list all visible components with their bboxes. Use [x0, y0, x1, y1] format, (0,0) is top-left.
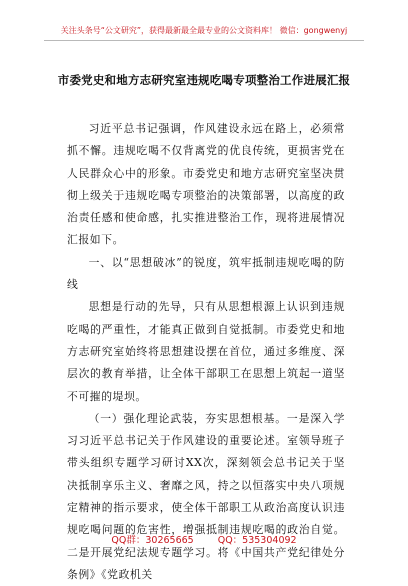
- header-banner: 关注头条号“公文研究”，获得最新最全最专业的公文资料库！ 微信：gongwenyj: [60, 26, 348, 35]
- document-title: 市委党史和地方志研究室违规吃喝专项整治工作进展汇报: [57, 73, 351, 87]
- header-divider: [44, 40, 364, 41]
- paragraph-section-heading: 一、以“思想破冰”的锐度，筑牢抵制违规吃喝的防线: [67, 255, 345, 292]
- footer-qq-number: QQ：535304092: [217, 535, 297, 546]
- paragraph-theory: （一）强化理论武装，夯实思想根基。一是深入学习习近平总书记关于作风建设的重要论述。室领导班子带头组织专题学习研讨XX次，深刻领会总书记关于坚决抵制享乐主义、奢靡之风，持之以恒落实中央八项规定精神的指示要求，使全体干部职工从政治高度认识违规吃喝问题的危害性，增强抵制违规吃喝的政治自觉。二是开展党纪法规专题学习。将《中国共产党纪律处分条例》《党政机关: [67, 411, 345, 581]
- footer-contact: [0, 535, 408, 547]
- footer-qq-group: QQ群：30265665: [111, 535, 194, 546]
- document-body: [67, 118, 345, 586]
- paragraph-intro: 习近平总书记强调，作风建设永远在路上，必须常抓不懈。违规吃喝不仅背离党的优良传统，更损害党在人民群众心中的形象。市委党史和地方志研究室坚决贯彻上级关于违规吃喝专项整治的决策部署，以高度的政治责任感和使命感，扎实推进整治工作，现将进展情况汇报如下。: [67, 122, 345, 247]
- paragraph-thought: 思想是行动的先导，只有从思想根源上认识到违规吃喝的严重性，才能真正做到自觉抵制。市委党史和地方志研究室始终将思想建设摆在首位，通过多维度、深层次的教育举措，让全体干部职工在思想上筑起一道坚不可摧的堤坝。: [67, 300, 345, 403]
